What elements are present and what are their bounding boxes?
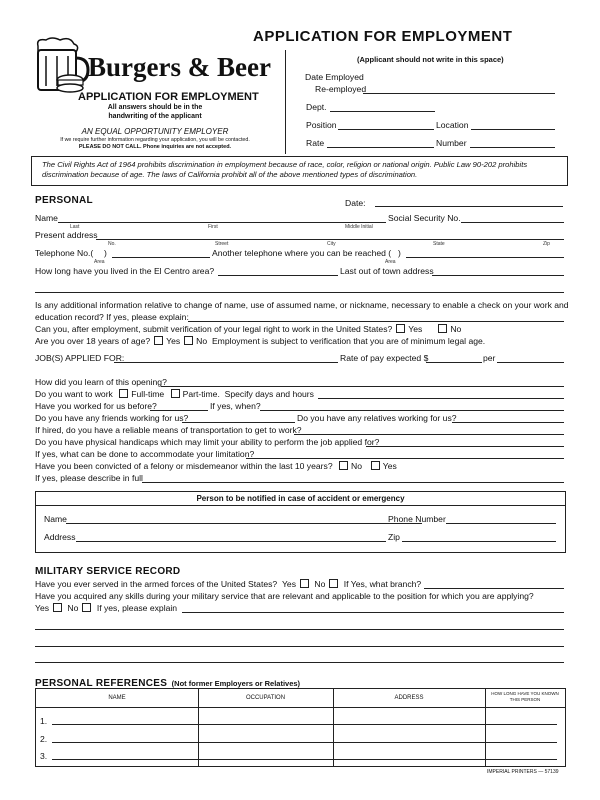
accommodate-field[interactable]	[246, 458, 564, 459]
worked-before-label: Have you worked for us before?	[35, 401, 157, 411]
no-label: No	[67, 603, 79, 613]
date-field[interactable]	[375, 206, 563, 207]
form-title: APPLICATION FOR EMPLOYMENT	[253, 28, 513, 45]
rate-expected-field[interactable]	[426, 362, 482, 363]
learn-field[interactable]	[161, 386, 564, 387]
transport-label: If hired, do you have a reliable means of transportation to get to work?	[35, 425, 302, 435]
over18-q	[35, 336, 485, 346]
no-label: No	[314, 579, 326, 589]
personal-heading: PERSONAL	[35, 195, 93, 206]
emergency-heading: Person to be notified in case of accident or emergency	[36, 492, 565, 506]
references-title: PERSONAL REFERENCES	[35, 678, 168, 689]
ref-row-1[interactable]	[52, 724, 557, 725]
handicaps-field[interactable]	[366, 446, 564, 447]
street-caption: Street	[215, 241, 229, 247]
position-field[interactable]	[338, 129, 434, 130]
left-title: APPLICATION FOR EMPLOYMENT	[78, 91, 259, 103]
name-change-field[interactable]	[188, 321, 564, 322]
ref-row-2-number: 2.	[40, 734, 48, 744]
over18-text: Are you over 18 years of age?	[35, 336, 151, 346]
learn-label: How did you learn of this opening?	[35, 377, 167, 387]
handicaps-label: Do you have physical handicaps which may limit your ability to perform the job applied for?	[35, 437, 380, 447]
col-header-name: NAME	[108, 695, 126, 701]
over18-no-checkbox[interactable]	[184, 336, 193, 345]
rate-expected-label: Rate of pay expected $	[340, 353, 429, 363]
handwriting-note-1: All answers should be in the	[107, 104, 203, 111]
zip-caption: Zip	[543, 241, 550, 247]
per-label: per	[483, 353, 496, 363]
military-blank-line-1[interactable]	[35, 629, 564, 630]
verification-text: Can you, after employment, submit verification of your legal right to work in the United States?	[35, 324, 393, 334]
middle-caption: Middle Initial	[345, 224, 373, 230]
branch-field[interactable]	[424, 588, 564, 589]
city-caption: City	[327, 241, 336, 247]
dept-label: Dept.	[306, 102, 327, 112]
emergency-name-label: Name	[44, 514, 67, 524]
if-when-label: If yes, when?	[210, 401, 261, 411]
explain-field[interactable]	[182, 612, 564, 613]
state-caption: State	[433, 241, 445, 247]
emergency-address-label: Address	[44, 532, 76, 542]
location-label: Location	[436, 120, 469, 130]
re-employed-label: Re-employed	[315, 84, 367, 94]
explain-label: If yes, please explain	[96, 603, 178, 613]
yes-label: Yes	[408, 324, 423, 334]
col-header-how-long: HOW LONG HAVE YOU KNOWN THIS PERSON	[491, 691, 559, 702]
rate-field[interactable]	[327, 147, 434, 148]
over18-yes-checkbox[interactable]	[154, 336, 163, 345]
last-out-field[interactable]	[432, 275, 564, 276]
beer-mug-icon	[30, 36, 90, 94]
emergency-phone-field[interactable]	[446, 523, 556, 524]
another-phone-paren: )	[398, 248, 401, 258]
name-label: Name	[35, 213, 58, 223]
area-caption-2: Area	[385, 259, 396, 265]
no-label: No	[351, 461, 362, 471]
ref-row-2[interactable]	[52, 742, 557, 743]
military-q1-text: Have you ever served in the armed forces of the United States?	[35, 579, 278, 589]
felony-text: Have you been convicted of a felony or misdemeanor within the last 10 years?	[35, 461, 333, 471]
number-label: Number	[436, 138, 467, 148]
yes-label: Yes	[166, 336, 181, 346]
ref-row-1-number: 1.	[40, 716, 48, 726]
ref-row-3[interactable]	[52, 759, 557, 760]
specify-label: Specify days and hours	[224, 389, 314, 399]
office-box-divider	[285, 50, 287, 154]
telephone-paren: )	[104, 248, 107, 258]
date-label: Date:	[345, 198, 366, 208]
felony-no-checkbox[interactable]	[339, 461, 348, 470]
per-field[interactable]	[497, 362, 564, 363]
transport-field[interactable]	[294, 434, 564, 435]
describe-label: If yes, please describe in full	[35, 473, 143, 483]
date-employed-label: Date Employed	[305, 72, 364, 82]
brand-name: Burgers & Beer	[88, 52, 271, 82]
verification-yes-checkbox[interactable]	[396, 324, 405, 333]
emergency-address-field[interactable]	[76, 541, 386, 542]
part-time-label: Part-time.	[182, 389, 220, 399]
emergency-zip-field[interactable]	[402, 541, 556, 542]
no-call-note: PLEASE DO NOT CALL. Phone inquiries are not accepted.	[78, 144, 232, 150]
handwriting-note-2: handwriting of the applicant	[108, 113, 202, 120]
ssn-label: Social Security No.	[388, 213, 461, 223]
how-long-label: How long have you lived in the El Centro area?	[35, 266, 215, 276]
ssn-field[interactable]	[461, 222, 564, 223]
skills-yes-checkbox[interactable]	[53, 603, 62, 612]
full-time-label: Full-time	[131, 389, 165, 399]
area-caption: Area	[94, 259, 105, 265]
present-address-field[interactable]	[96, 239, 564, 240]
no-caption: No.	[108, 241, 116, 247]
worked-before-field[interactable]	[150, 410, 208, 411]
verification-no-checkbox[interactable]	[438, 324, 447, 333]
civil-rights-notice	[31, 156, 568, 186]
felony-q	[35, 461, 397, 471]
felony-yes-checkbox[interactable]	[371, 461, 380, 470]
describe-field[interactable]	[142, 482, 564, 483]
military-blank-line-2[interactable]	[35, 646, 564, 647]
col-header-occupation: OCCUPATION	[245, 695, 286, 701]
name-change-q2: education record? If yes, please explain:	[35, 312, 189, 322]
emergency-name-field[interactable]	[66, 523, 422, 524]
part-time-checkbox[interactable]	[171, 389, 180, 398]
yes-label: Yes	[281, 579, 296, 589]
col-divider-3	[485, 689, 486, 766]
relatives-field[interactable]	[452, 422, 564, 423]
emergency-phone-label: Phone Number	[388, 514, 446, 524]
military-no-checkbox[interactable]	[329, 579, 338, 588]
footer-printer: IMPERIAL PRINTERS — 57139	[487, 769, 559, 775]
blank-line-1[interactable]	[35, 292, 564, 293]
specify-field[interactable]	[318, 398, 564, 399]
ref-row-3-number: 3.	[40, 751, 48, 761]
relatives-label: Do you have any relatives working for us?	[297, 413, 457, 423]
number-field[interactable]	[470, 147, 555, 148]
another-phone-label: Another telephone where you can be reached (	[212, 248, 392, 258]
position-label: Position	[306, 120, 337, 130]
friends-label: Do you have any friends working for us?	[35, 413, 189, 423]
want-work-text: Do you want to work	[35, 389, 113, 399]
military-q2: Have you acquired any skills during your military service that are relevant and applicable to the position for which you are applying?	[35, 591, 534, 601]
equal-opportunity: AN EQUAL OPPORTUNITY EMPLOYER	[81, 127, 229, 136]
military-q1	[35, 579, 421, 589]
last-caption: Last	[70, 224, 80, 230]
rate-label: Rate	[306, 138, 325, 148]
last-out-label: Last out of town address	[340, 266, 434, 276]
telephone-label: Telephone No.(	[35, 248, 94, 258]
jobs-field[interactable]	[114, 362, 338, 363]
military-yes-checkbox[interactable]	[300, 579, 309, 588]
emergency-box	[35, 491, 566, 553]
references-subtitle: (Not former Employers or Relatives)	[171, 679, 301, 688]
col-header-address: ADDRESS	[394, 695, 424, 701]
want-work-q	[35, 389, 314, 399]
skills-no-checkbox[interactable]	[82, 603, 91, 612]
references-table	[35, 688, 566, 767]
contact-note: If we require further information regarding your application, you will be contacted.	[60, 137, 250, 143]
if-when-field[interactable]	[260, 410, 564, 411]
first-caption: First	[208, 224, 218, 230]
friends-field[interactable]	[182, 422, 295, 423]
branch-label: If Yes, what branch?	[343, 579, 422, 589]
emergency-zip-label: Zip	[388, 532, 400, 542]
how-long-field[interactable]	[218, 275, 338, 276]
civil-rights-text: The Civil Rights Act of 1964 prohibits discrimination in employment because of race, color, religion or national origin. Public Law 90-202 prohibits discrimination because of age. The laws of California prohibit all of the above mentioned types of discrimination.	[42, 160, 528, 179]
no-label: No	[450, 324, 462, 334]
present-address-label: Present address	[35, 230, 98, 240]
yes-label: Yes	[35, 603, 50, 613]
re-employed-field[interactable]	[363, 93, 555, 94]
jobs-label: JOB(S) APPLIED FOR:	[35, 353, 125, 363]
name-change-q1: Is any additional information relative to change of name, use of assumed name, or nickname, necessary to enable a check on your work and	[35, 300, 569, 310]
another-phone-field[interactable]	[406, 257, 564, 258]
yes-label: Yes	[382, 461, 397, 471]
office-note: (Applicant should not write in this space)	[357, 55, 504, 64]
name-field[interactable]	[58, 222, 386, 223]
verification-q	[35, 324, 461, 334]
over18-note: Employment is subject to verification that you are of minimum legal age.	[211, 336, 486, 346]
accommodate-label: If yes, what can be done to accommodate your limitation?	[35, 449, 255, 459]
telephone-field[interactable]	[112, 257, 210, 258]
military-blank-line-3[interactable]	[35, 662, 564, 663]
military-q2-answer	[35, 603, 177, 613]
location-field[interactable]	[471, 129, 555, 130]
dept-field[interactable]	[330, 111, 435, 112]
no-label: No	[196, 336, 208, 346]
military-heading: MILITARY SERVICE RECORD	[35, 566, 181, 577]
full-time-checkbox[interactable]	[119, 389, 128, 398]
